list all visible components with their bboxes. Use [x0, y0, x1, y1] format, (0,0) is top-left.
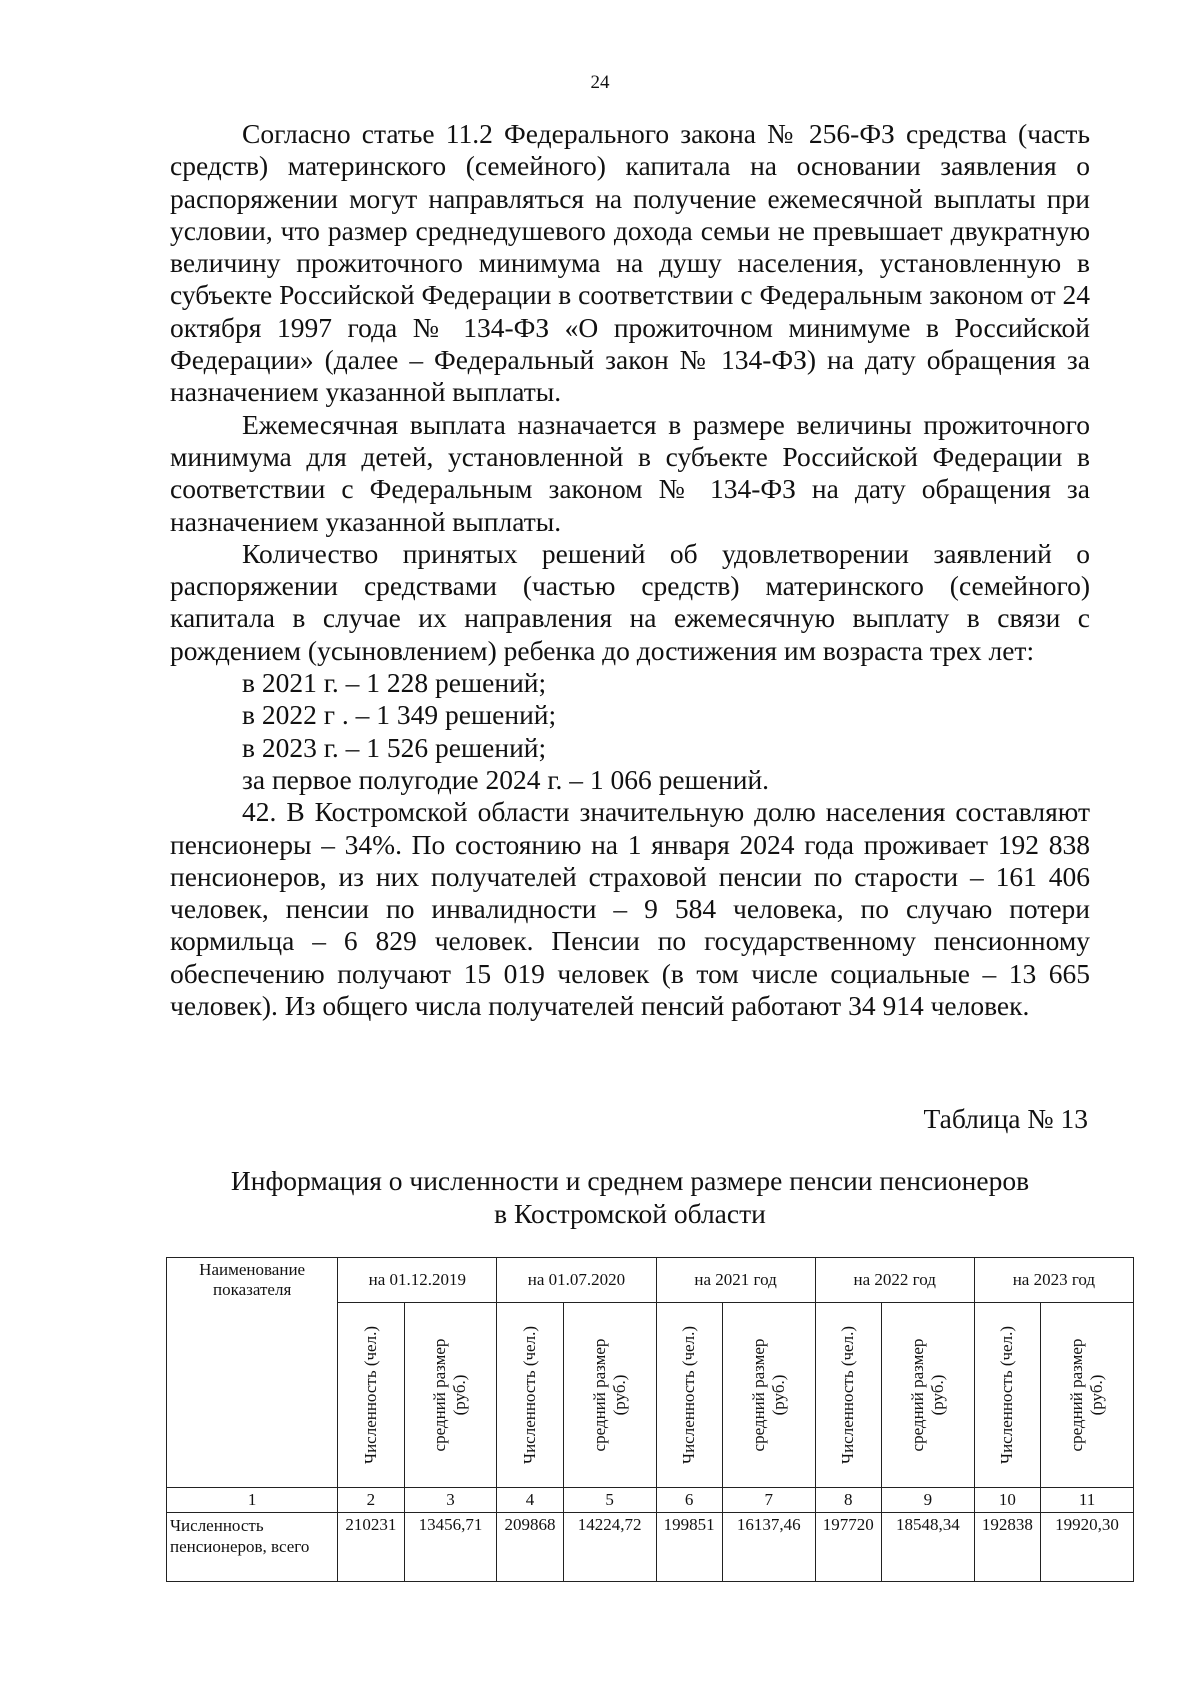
- cell-avg-2022: 18548,34: [881, 1513, 974, 1582]
- subheader-avg-2020: средний размер (руб.): [563, 1303, 656, 1488]
- table-caption: Таблица № 13: [923, 1103, 1088, 1134]
- subheader-count-2023: Численность (чел.): [974, 1303, 1040, 1488]
- column-number: 10: [974, 1488, 1040, 1513]
- decision-2023: в 2023 г. – 1 526 решений;: [242, 731, 547, 763]
- header-indicator-name: Наименование показателя: [167, 1258, 338, 1488]
- header-period-2021: на 2021 год: [656, 1258, 815, 1303]
- cell-count-2020: 209868: [497, 1513, 563, 1582]
- cell-avg-2023: 19920,30: [1041, 1513, 1134, 1582]
- column-number: 1: [167, 1488, 338, 1513]
- header-period-2020: на 01.07.2020: [497, 1258, 656, 1303]
- page-number: 24: [590, 72, 610, 93]
- paragraph-monthly-payment: Ежемесячная выплата назначается в размере величины прожиточного минимума для детей, установленной в субъекте Российской Федерации в соответствии с Федеральным законом № 134-ФЗ на дату обращения за назначением указанной выплаты.: [170, 408, 1090, 537]
- column-number-row: [167, 1488, 1134, 1513]
- subheader-count-2022: Численность (чел.): [815, 1303, 881, 1488]
- table-row: [167, 1513, 1134, 1582]
- paragraph-42-pensioners: 42. В Костромской области значительную долю населения составляют пенсионеры – 34%. По состоянию на 1 января 2024 года проживает 192 838 пенсионеров, из них получателей страховой пенсии по старости – 161 406 человек, пенсии по инвалидности – 9 584 человека, по случаю потери кормильца – 6 829 человек. Пенсии по государственному пенсионному обеспечению получают 15 019 человек (в том числе социальные – 13 665 человек). Из общего числа получателей пенсий работают 34 914 человек.: [170, 796, 1090, 1022]
- table-title-line-1: Информация о численности и среднем размере пенсии пенсионеров: [230, 1165, 1030, 1196]
- table-title-line-2: в Костромской области: [494, 1198, 766, 1229]
- column-number: 4: [497, 1488, 563, 1513]
- table-title: [170, 1164, 1090, 1230]
- cell-count-2022: 197720: [815, 1513, 881, 1582]
- subheader-count-2020: Численность (чел.): [497, 1303, 563, 1488]
- subheader-avg-2021: средний размер (руб.): [722, 1303, 815, 1488]
- cell-avg-2020: 14224,72: [563, 1513, 656, 1582]
- header-period-2022: на 2022 год: [815, 1258, 974, 1303]
- paragraph-decisions-intro: Количество принятых решений об удовлетворении заявлений о распоряжении средствами (частью средств) материнского (семейного) капитала в случае их направления на ежемесячную выплату в связи с рождением (усыновлением) ребенка до достижения им возраста трех лет:: [170, 537, 1090, 666]
- cell-avg-2019: 13456,71: [404, 1513, 497, 1582]
- decision-2024-half: за первое полугодие 2024 г. – 1 066 решений.: [242, 763, 770, 795]
- subheader-count-2021: Численность (чел.): [656, 1303, 722, 1488]
- header-period-2023: на 2023 год: [974, 1258, 1133, 1303]
- column-number: 2: [338, 1488, 404, 1513]
- column-number: 9: [881, 1488, 974, 1513]
- row-label-total-pensioners: Численность пенсионеров, всего: [167, 1513, 338, 1582]
- column-number: 3: [404, 1488, 497, 1513]
- subheader-count-2019: Численность (чел.): [338, 1303, 404, 1488]
- subheader-avg-2019: средний размер (руб.): [404, 1303, 497, 1488]
- column-number: 11: [1041, 1488, 1134, 1513]
- cell-count-2023: 192838: [974, 1513, 1040, 1582]
- column-number: 7: [722, 1488, 815, 1513]
- cell-count-2019: 210231: [338, 1513, 404, 1582]
- header-period-2019: на 01.12.2019: [338, 1258, 497, 1303]
- pension-table: [166, 1257, 1134, 1582]
- body-text: [170, 118, 1090, 1022]
- column-number: 6: [656, 1488, 722, 1513]
- decision-2021: в 2021 г. – 1 228 решений;: [242, 667, 547, 699]
- decision-2022: в 2022 г . – 1 349 решений;: [242, 699, 557, 731]
- paragraph-article-11-2: Согласно статье 11.2 Федерального закона № 256-ФЗ средства (часть средств) материнского (семейного) капитала на основании заявления о распоряжении могут направляться на получение ежемесячной выплаты при условии, что размер среднедушевого дохода семьи не превышает двукратную величину прожиточного минимума на душу населения, установленную в субъекте Российской Федерации в соответствии с Федеральным законом от 24 октября 1997 года № 134-ФЗ «О прожиточном минимуме в Российской Федерации» (далее – Федеральный закон № 134-ФЗ) на дату обращения за назначением указанной выплаты.: [170, 118, 1090, 408]
- column-number: 8: [815, 1488, 881, 1513]
- cell-count-2021: 199851: [656, 1513, 722, 1582]
- column-number: 5: [563, 1488, 656, 1513]
- subheader-avg-2023: средний размер (руб.): [1041, 1303, 1134, 1488]
- cell-avg-2021: 16137,46: [722, 1513, 815, 1582]
- subheader-avg-2022: средний размер (руб.): [881, 1303, 974, 1488]
